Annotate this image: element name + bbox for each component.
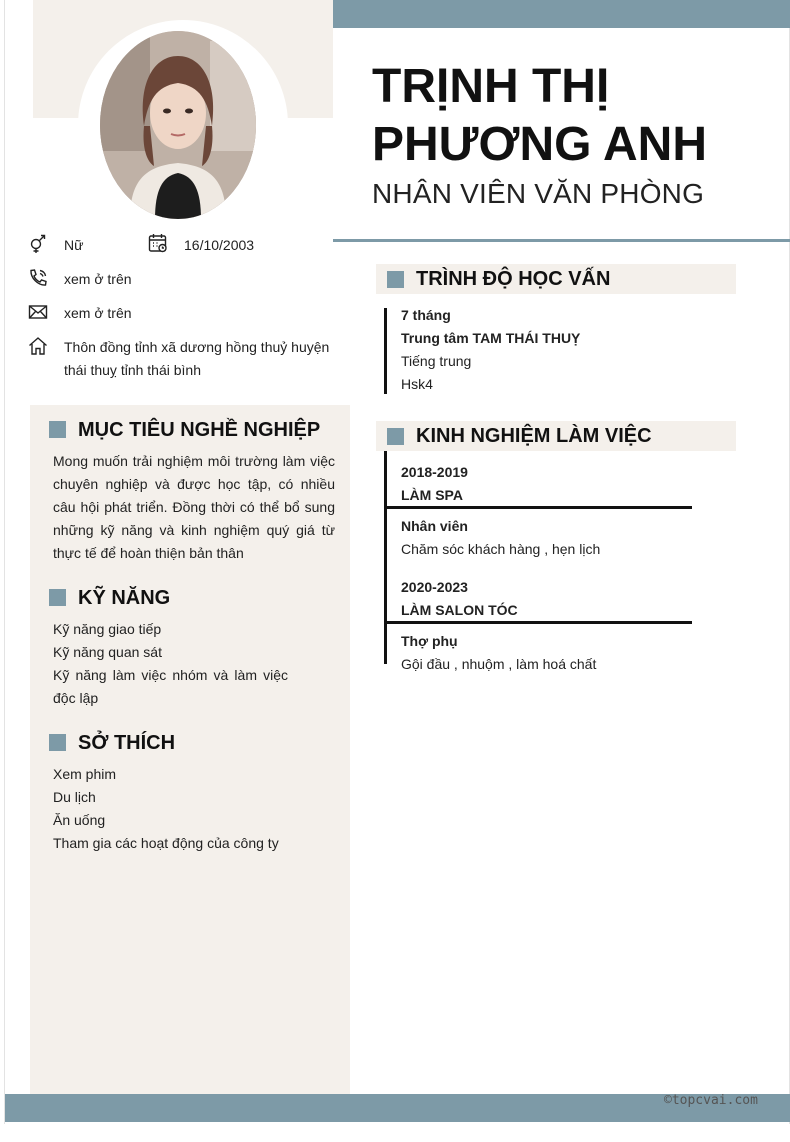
email-text: xem ở trên [64,305,132,321]
job-period: 2020-2023 [401,579,468,595]
skill-item: Kỹ năng quan sát [53,644,162,660]
skill-item: Kỹ năng làm việc nhóm và làm việc độc lập [53,667,288,706]
skill-item: Kỹ năng giao tiếp [53,621,162,637]
name-line-1: TRỊNH THỊ [372,60,610,113]
top-accent-bar [333,0,790,28]
experience-entry-1-body [401,515,721,561]
job-company: LÀM SALON TÓC [401,602,518,618]
phone-icon [28,268,48,288]
mail-icon [28,302,48,322]
section-marker [49,421,66,438]
job-divider [384,621,692,624]
education-major: Tiếng trung [401,353,472,369]
experience-entry-2-header [401,576,721,622]
education-level: Hsk4 [401,376,433,392]
career-goal-text: Mong muốn trải nghiệm môi trường làm việc chuyên nghiệp và được học tập, có nhiều câu hội phát triển. Đồng thời có thể bổ sung những kỹ năng và kinh nghiệm quý giá từ thực tế để hoàn thiện bản thân [53,453,335,561]
header-divider [333,239,790,242]
hobbies-list [53,763,335,855]
address-text: Thôn đồng tỉnh xã dương hồng thuỷ huyện thái thuỵ tỉnh thái bình [64,339,330,378]
job-position: Nhân viên [401,518,468,534]
job-description: Gội đầu , nhuộm , làm hoá chất [401,656,597,672]
skills-list [53,618,288,710]
skills-title: KỸ NĂNG [78,587,171,609]
phone-text: xem ở trên [64,271,132,287]
education-entry [401,304,721,396]
watermark: ©topcvai.com [664,1093,758,1108]
education-title: TRÌNH ĐỘ HỌC VẤN [416,268,611,290]
job-description: Chăm sóc khách hàng , hẹn lịch [401,541,601,557]
section-marker [49,734,66,751]
hobbies-title: SỞ THÍCH [78,732,176,754]
job-divider [384,506,692,509]
gender-text: Nữ [64,237,84,253]
calendar-icon [148,233,168,253]
section-marker [49,589,66,606]
hobby-item: Ăn uống [53,812,106,828]
timeline-line [384,308,387,394]
birthday-text: 16/10/2003 [184,237,255,253]
section-marker [387,271,404,288]
education-duration: 7 tháng [401,307,451,323]
section-marker [387,428,404,445]
hobby-item: Xem phim [53,766,117,782]
name-line-2: PHƯƠNG ANH [372,118,707,171]
experience-entry-1-header [401,461,721,507]
home-icon [28,336,48,356]
job-position: Thợ phụ [401,633,458,649]
gender-icon [28,234,48,254]
career-goal-title: MỤC TIÊU NGHỀ NGHIỆP [78,419,321,441]
education-school: Trung tâm TAM THÁI THUỴ [401,330,581,346]
experience-entry-2-body [401,630,721,676]
hobby-item: Tham gia các hoạt động của công ty [53,835,279,851]
experience-title: KINH NGHIỆM LÀM VIỆC [416,425,652,447]
hobby-item: Du lịch [53,789,96,805]
job-title: NHÂN VIÊN VĂN PHÒNG [372,178,705,209]
profile-photo [100,31,256,219]
full-name [372,58,772,174]
job-period: 2018-2019 [401,464,468,480]
timeline-line [384,451,387,664]
job-company: LÀM SPA [401,487,463,503]
